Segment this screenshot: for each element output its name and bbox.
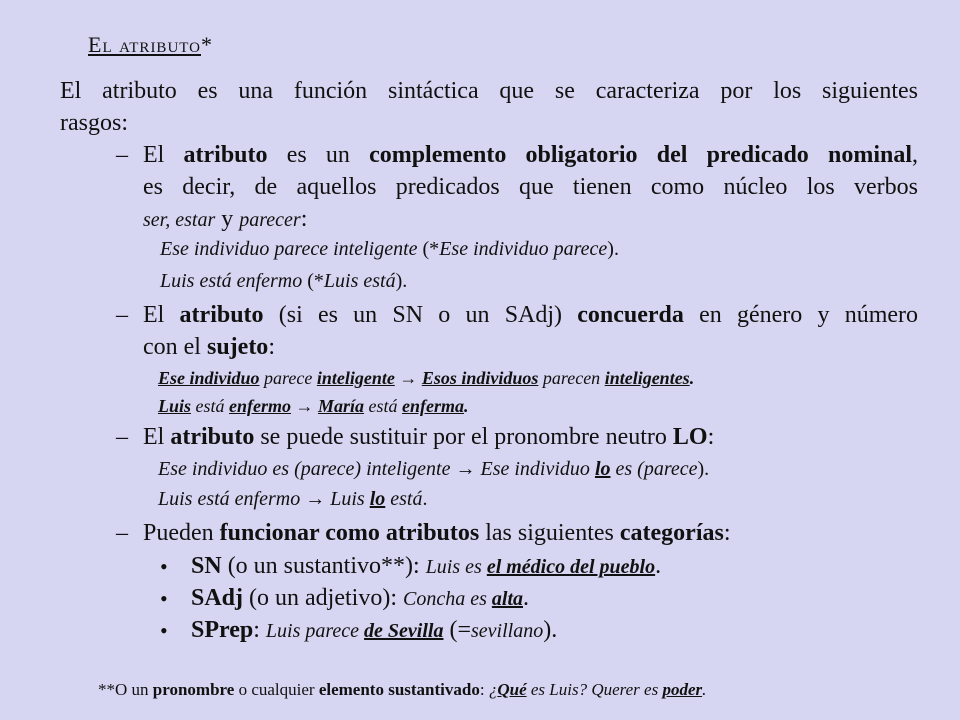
dash-marker-1: – bbox=[116, 142, 128, 168]
item3-line-1: El atributo se puede sustituir por el pronombre neutro LO: bbox=[143, 424, 715, 450]
item3-example-1: Ese individuo es (parece) inteligente → Ese individuo lo es (parece). bbox=[158, 458, 710, 480]
slide-title bbox=[88, 32, 213, 58]
footnote: **O un pronombre o cualquier elemento sustantivado: ¿Qué es Luis? Querer es poder. bbox=[98, 680, 707, 699]
bullet-sadj: SAdj (o un adjetivo): Concha es alta. bbox=[191, 585, 530, 611]
item1-example-2: Luis está enfermo (*Luis está). bbox=[160, 270, 408, 292]
bullet-marker-2: • bbox=[160, 586, 168, 611]
bullet-sn: SN (o un sustantivo**): Luis es el médico del pueblo. bbox=[191, 553, 662, 579]
item4-line-1: Pueden funcionar como atributos las siguientes categorías: bbox=[143, 520, 731, 546]
item1-line-3: ser, estar y parecer: bbox=[143, 206, 308, 232]
item2-line-1: El atributo (si es un SN o un SAdj) concuerda en género y número bbox=[143, 302, 919, 328]
arrow-icon: → bbox=[305, 488, 326, 510]
dash-marker-4: – bbox=[116, 520, 128, 546]
item1-line-2: es decir, de aquellos predicados que tienen como núcleo los verbos bbox=[143, 174, 918, 200]
bullet-marker-3: • bbox=[160, 618, 168, 643]
bullet-marker-1: • bbox=[160, 554, 168, 579]
title-text: El atributo bbox=[88, 32, 201, 57]
item1-example-1: Ese individuo parece inteligente (*Ese individuo parece). bbox=[160, 238, 619, 260]
arrow-icon: → bbox=[455, 458, 476, 480]
intro-line-1: El atributo es una función sintáctica que se caracteriza por los siguientes bbox=[60, 78, 918, 104]
arrow-icon: → bbox=[295, 396, 314, 416]
bullet-sprep: SPrep: Luis parece de Sevilla (=sevillano). bbox=[191, 617, 558, 643]
intro-line-2: rasgos: bbox=[60, 110, 128, 136]
dash-marker-2: – bbox=[116, 302, 128, 328]
title-asterisk: * bbox=[201, 32, 213, 57]
item2-example-2: Luis está enfermo → María está enferma. bbox=[158, 396, 469, 416]
item2-line-2: con el sujeto: bbox=[143, 334, 275, 360]
item1-line-1: El atributo es un complemento obligatorio del predicado nominal, bbox=[143, 142, 919, 168]
item3-example-2: Luis está enfermo → Luis lo está. bbox=[158, 488, 428, 510]
arrow-icon: → bbox=[399, 368, 418, 388]
item2-example-1: Ese individuo parece inteligente → Esos individuos parecen inteligentes. bbox=[158, 368, 695, 388]
dash-marker-3: – bbox=[116, 424, 128, 450]
